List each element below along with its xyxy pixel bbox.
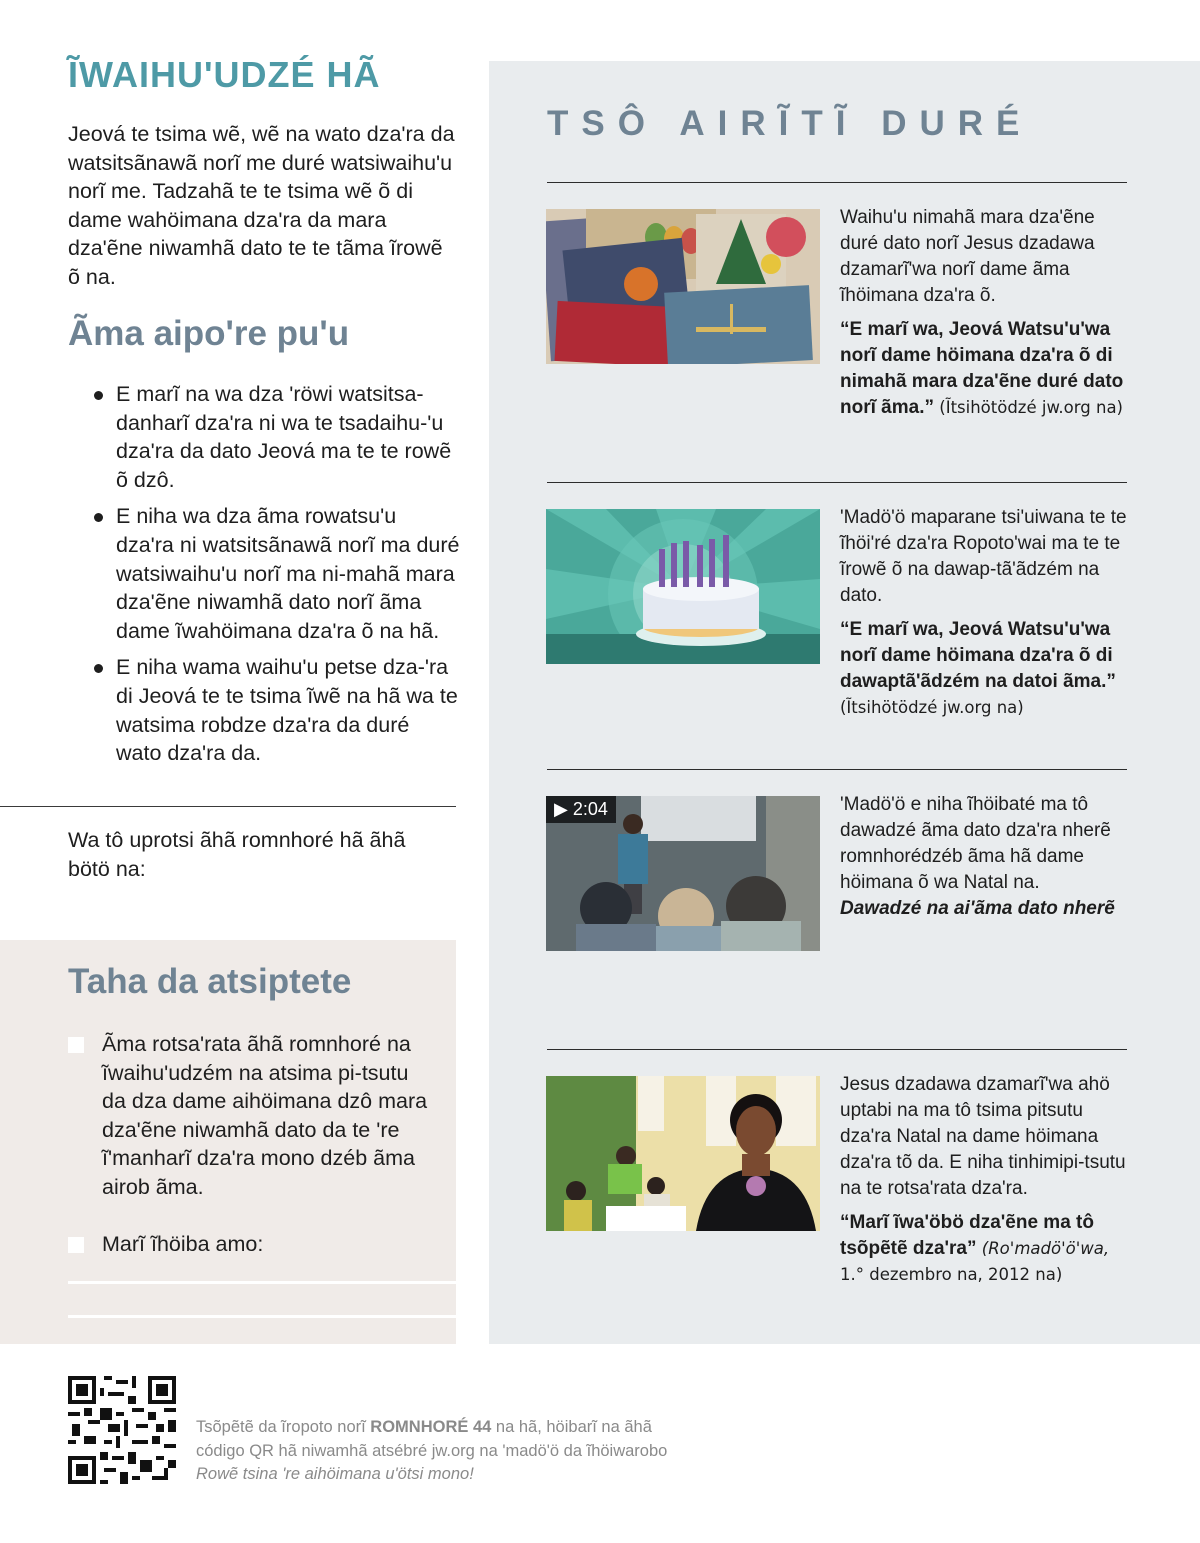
list-item: E niha wa dza ãma rowatsu'u dza'ra ni watsitsãnawã norĩ ma duré watsiwaihu'u norĩ ma ni-mahã mara dza'ẽne niwamhã dato norĩ ãma dame ĩwahöimana dza'ra õ na hã. (90, 502, 460, 645)
intro-paragraph: Jeová te tsima wẽ, wẽ na wato dza'ra da watsitsãnawã norĩ me duré watsiwaihu'u norĩ me. Tadzahã te te tsima wẽ õ di dame wahöimana dza'ra da mara dza'ẽne niwamhã dato te te tãma ĩrowẽ õ na. (68, 122, 455, 289)
checklist-item[interactable]: Ãma rotsa'rata ãhã romnhoré na ĩwaihu'udzém na atsima pi-tsutu da dza dame aihöimana dzô mara dza'ẽne niwamhã dato da te 're ĩ'manharĩ dza'ra mono dzéb ãma airob ãma. (68, 1030, 428, 1202)
list-item: E niha wama waihu'u petse dza-'ra di Jeová te te tsima ĩwẽ na hã wa te watsima robdze dza'ra da duré wato dza'ra da. (90, 653, 460, 767)
resource-item: 'Madö'ö maparane tsi'uiwana te te ĩhöi'ré dza'ra Ropoto'wai ma te te ĩrowẽ õ na dawap-tã'ãdzém na dato. “E marĩ wa, Jeová Watsu'u'wa norĩ dame höimana dza'ra õ di dawaptã'ãdzém na datoi ãma.” (Ĩtsihötödzé jw.org na) (840, 505, 1130, 721)
writing-line[interactable] (68, 1315, 456, 1318)
review-heading: Ãma aipo're pu'u (68, 314, 350, 353)
divider (547, 1049, 1127, 1050)
divider (0, 806, 456, 807)
goal-checklist (68, 1030, 428, 1258)
lesson-title: ĨWAIHU'UDZÉ HÃ (68, 54, 381, 95)
writing-line[interactable] (68, 1281, 456, 1284)
woman-portrait-image[interactable] (546, 1076, 820, 1231)
classroom-video-image[interactable] (546, 796, 820, 951)
summary-prompt: Wa tô uprotsi ãhã romnhoré hã ãhã bötö na: (68, 828, 406, 881)
video-link[interactable]: Dawadzé na ai'ãma dato nherẽ (840, 898, 1115, 919)
resource-item: Jesus dzadawa dzamarĩ'wa ahö uptabi na ma tô tsima pitsutu dza'ra Natal na dame höimana dza'ra tõ da. E niha tinhimipi-tsutu na te rotsa'rata dza'ra. “Marĩ ĩwa'öbö dza'ẽne ma tô tsõpẽtẽ dza'ra” (Ro'madö'ö'wa, 1.° dezembro na, 2012 na) (840, 1072, 1130, 1288)
bullet-icon (94, 391, 103, 400)
footer-note: Tsõpẽtẽ da ĩropoto norĩ ROMNHORÉ 44 na hã, höibarĩ na ãhã código QR hã niwamhã atsébré jw.org na 'madö'ö da ĩhöiwarobo Rowẽ tsina 're aihöimana u'ötsi mono! (196, 1418, 668, 1483)
divider (547, 482, 1127, 483)
explore-title: TSÔ AIRĨTĨ DURÉ (547, 104, 1033, 143)
checklist-item[interactable]: Marĩ ĩhöiba amo: (68, 1230, 428, 1259)
divider (547, 769, 1127, 770)
birthday-cake-image[interactable] (546, 509, 820, 664)
holiday-cards-image[interactable] (546, 209, 820, 364)
qr-code[interactable] (68, 1376, 176, 1484)
list-item: E marĩ na wa dza 'röwi watsitsa-danharĩ dza'ra ni wa te tsadaihu-'u dza'ra da dato Jeová ma te te rowẽ õ dzô. (90, 380, 460, 494)
bullet-icon (94, 513, 103, 522)
article-link[interactable]: “E marĩ wa, Jeová Watsu'u'wa norĩ dame höimana dza'ra õ di nimahã mara dza'ẽne duré dato norĩ ãma.” (Ĩtsihötödzé jw.org na) (840, 319, 1124, 418)
article-link[interactable]: “Marĩ ĩwa'öbö dza'ẽne ma tô tsõpẽtẽ dza'ra” (Ro'madö'ö'wa, 1.° dezembro na, 2012 na) (840, 1212, 1110, 1284)
checkbox[interactable] (68, 1037, 84, 1053)
resource-item: Waihu'u nimahã mara dza'ẽne duré dato norĩ Jesus dzadawa dzamarĩ'wa norĩ dame ãma ĩhöimana dza'ra õ. “E marĩ wa, Jeová Watsu'u'wa norĩ dame höimana dza'ra õ di nimahã mara dza'ẽne duré dato norĩ ãma.” (Ĩtsihötödzé jw.org na) (840, 205, 1130, 421)
checkbox[interactable] (68, 1237, 84, 1253)
resource-item: 'Madö'ö e niha ĩhöibaté ma tô dawadzé ãma dato dza'ra nherẽ romnhorédzéb ãma hã dame höimana õ wa Natal na. Dawadzé na ai'ãma dato nherẽ (840, 792, 1130, 922)
goal-heading: Taha da atsiptete (68, 962, 352, 1001)
divider (547, 182, 1127, 183)
review-list (90, 380, 460, 776)
bullet-icon (94, 664, 103, 673)
video-duration: ▶ 2:04 (546, 796, 616, 823)
article-link[interactable]: “E marĩ wa, Jeová Watsu'u'wa norĩ dame höimana dza'ra õ di dawaptã'ãdzém na datoi ãma.” (Ĩtsihötödzé jw.org na) (840, 619, 1116, 717)
